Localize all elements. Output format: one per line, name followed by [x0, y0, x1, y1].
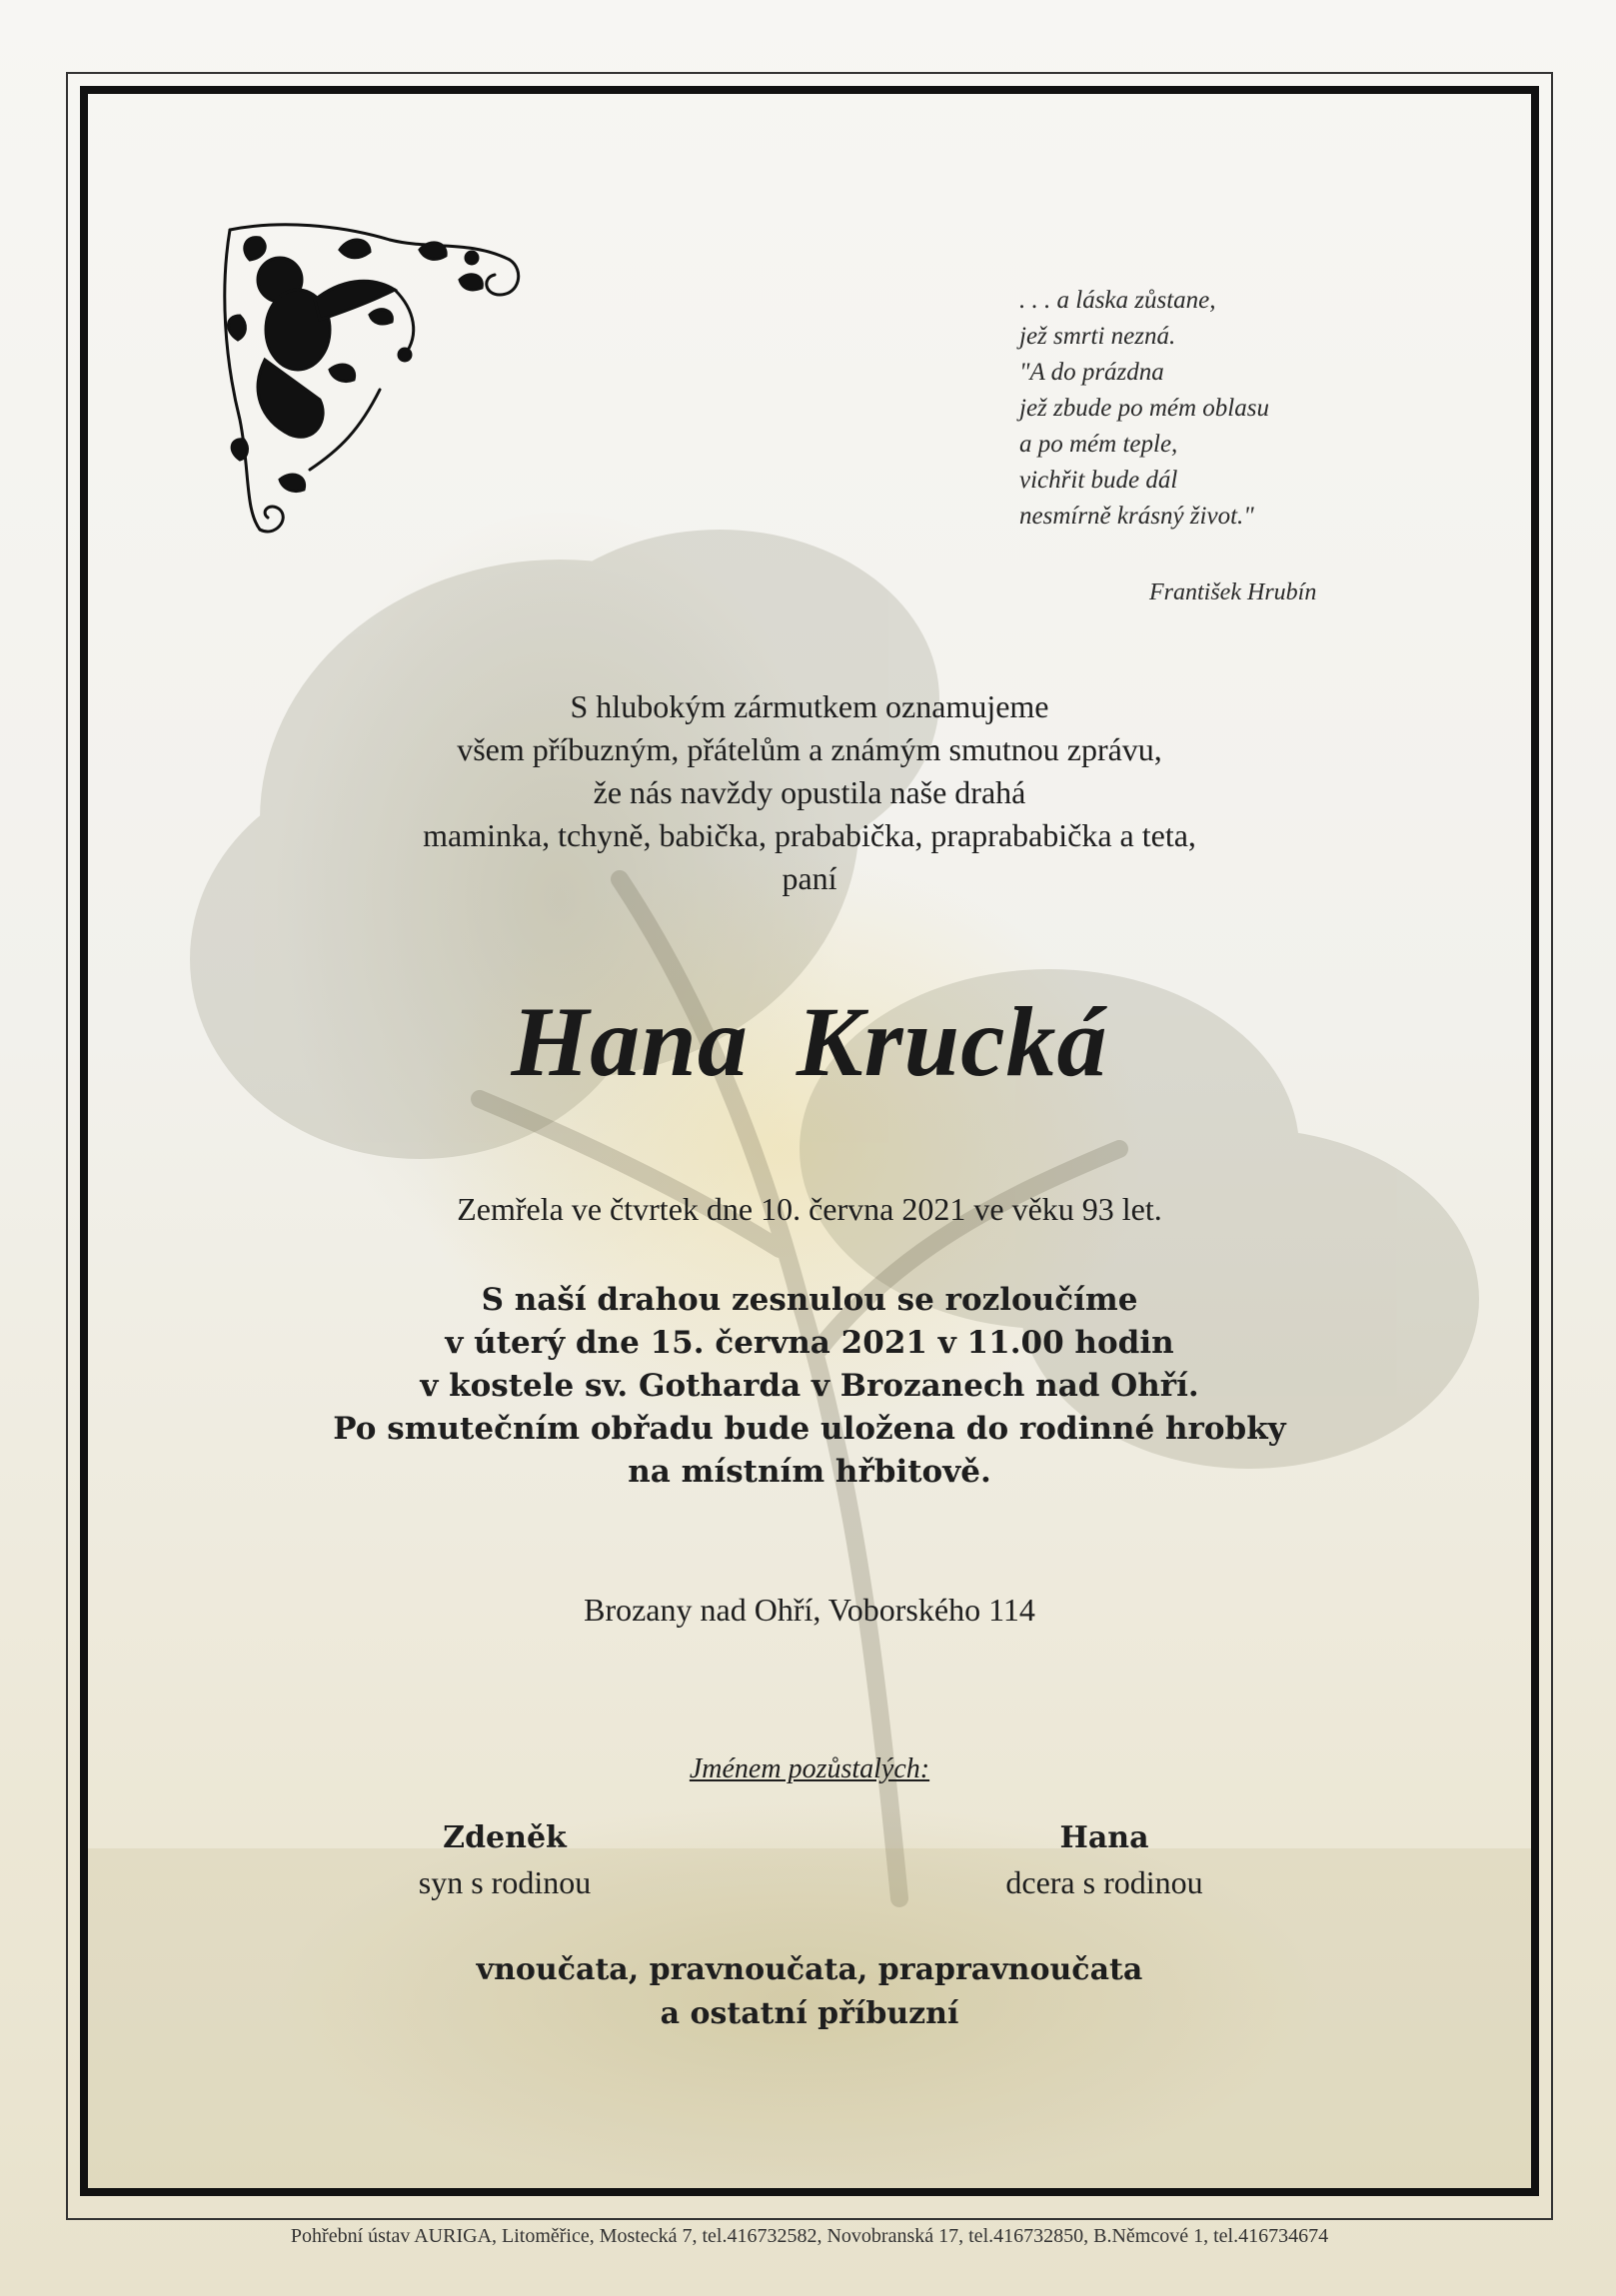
ceremony-line: v úterý dne 15. června 2021 v 11.00 hodin [445, 1325, 1174, 1361]
ceremony-details [120, 1279, 1499, 1494]
death-info: Zemřela ve čtvrtek dne 10. června 2021 ve věku 93 let. [457, 1191, 1162, 1227]
relatives-line: vnoučata, pravnoučata, prapravnoučata [476, 1952, 1143, 1987]
announcement-line: maminka, tchyně, babička, prababička, praprababička a teta, [423, 817, 1196, 853]
mourner-son [325, 1816, 685, 1904]
poem-line: "A do prázdna [1019, 359, 1164, 386]
announcement-line: S hlubokým zármutkem oznamujeme [570, 688, 1049, 724]
mourner-role: dcera s rodinou [1005, 1864, 1203, 1900]
announcement-line: všem příbuzným, přátelům a známým smutnou zprávu, [457, 731, 1162, 767]
relatives-line: a ostatní příbuzní [660, 1996, 959, 2031]
announcement-text [120, 685, 1499, 900]
ceremony-line: S naší drahou zesnulou se rozloučíme [481, 1282, 1138, 1318]
poem-line: nesmírně krásný život." [1019, 503, 1254, 530]
mourner-role: syn s rodinou [418, 1864, 592, 1900]
poem-line: jež zbude po mém oblasu [1019, 395, 1269, 422]
poem-author: František Hrubín [1149, 579, 1317, 605]
poem-line: vichřit bude dál [1019, 467, 1178, 494]
mourner-name: Zdeněk [443, 1820, 567, 1855]
mourner-daughter [924, 1816, 1284, 1904]
ceremony-line: v kostele sv. Gotharda v Brozanech nad Ohří. [420, 1368, 1199, 1404]
ceremony-line: na místním hřbitově. [628, 1454, 991, 1490]
announcement-line: že nás navždy opustila naše drahá [593, 774, 1026, 810]
funeral-home-footer: Pohřební ústav AURIGA, Litoměřice, Mostecká 7, tel.416732582, Novobranská 17, tel.416732850, B.Němcové 1, tel.416734674 [290, 2225, 1329, 2247]
poem-quote [1019, 283, 1399, 535]
poem-line: a po mém teple, [1019, 431, 1178, 458]
ceremony-line: Po smutečním obřadu bude uložena do rodinné hrobky [333, 1411, 1286, 1447]
cherub-vine-ornament-icon [220, 220, 530, 540]
announcement-line: paní [782, 860, 837, 896]
mourner-name: Hana [1059, 1820, 1149, 1855]
on-behalf-heading: Jménem pozůstalých: [689, 1753, 930, 1784]
poem-line: . . . a láska zůstane, [1019, 287, 1216, 314]
deceased-name: Hana Krucká [511, 986, 1108, 1097]
other-relatives [120, 1948, 1499, 2036]
poem-line: jež smrti nezná. [1019, 323, 1176, 350]
family-address: Brozany nad Ohří, Voborského 114 [584, 1592, 1035, 1628]
